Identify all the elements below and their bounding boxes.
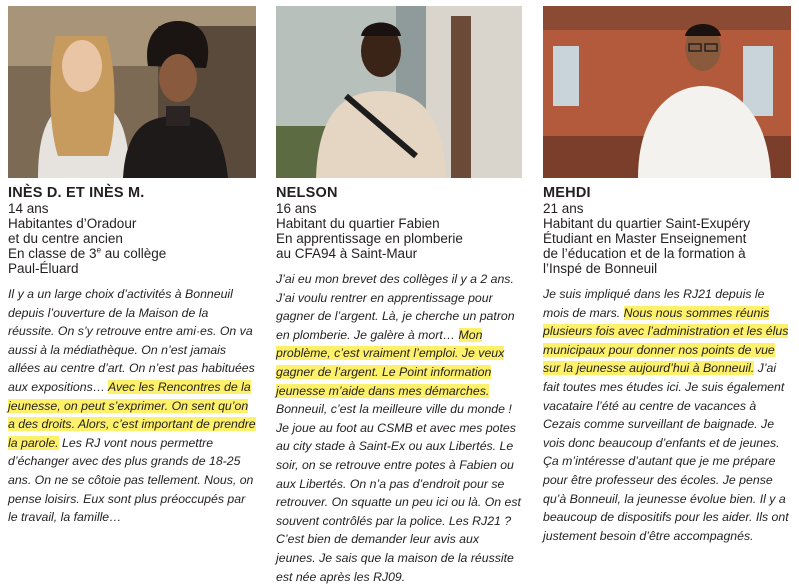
quote-segment: Les RJ vont nous permettre d’échanger avec des plus grands de 18-25 ans. On ne se côtoie pas tellement. Nous, on pense loisirs. Eux sont plus préoccupés par le travail, la famille… [8, 435, 254, 525]
profile-name: NELSON [276, 185, 338, 201]
quote-segment: Il y a un large choix d’activités à Bonneuil depuis l’ouverture de la Maison de la réussite. On s’y retrouve entre ami·es. On va aussi à la médiathèque. On n’est jamais allées au centre d’art. On n’est pas habituées aux expositions… [8, 287, 255, 394]
portrait-photo-two-girls [8, 6, 256, 178]
description-text: au collège Paul-Éluard [8, 246, 167, 276]
profile-name: INÈS D. ET INÈS M. [8, 185, 145, 201]
quote-segment: Je suis impliqué dans les RJ21 depuis le mois de mars. [543, 287, 765, 320]
profile-age: 14 ans [8, 201, 49, 216]
profile-age: 21 ans [543, 201, 584, 216]
profile-quote [8, 285, 256, 527]
quote-segment: J’ai eu mon brevet des collèges il y a 2 ans. J’ai voulu rentrer en apprentissage pour gagner de l’argent. Là, je cherche un patron en plomberie. Je galère à mort… [276, 272, 515, 342]
profile-quote [543, 285, 791, 545]
quote-segment: Bonneuil, c’est la meilleure ville du monde ! Je joue au foot au CSMB et avec mes potes au city stade à Saint-Ex ou aux Libertés. Le soir, on se retrouve entre potes à Fabien ou aux Libertés. On n’a pas d’endroit pour se retrouver. On squatte un peu ici ou là. On est souvent contrôlés par la police. Les RJ21 ? C’est bien de demander leur avis aux jeunes. Je sais que la maison de la réussite est née après les RJ09. [276, 402, 521, 584]
profile-description [8, 216, 256, 276]
quote-segment: J’ai fait toutes mes études ici. Je suis également vacataire l’été au centre de vacances à Cezais comme surveillant de baignade. Je vois donc beaucoup d’enfants et de jeunes. Ça m’intéresse d’autant que je me prépare pour être professeur des écoles. Je pense qu’à Bonneuil, la jeunesse évolue bien. Il y a beaucoup de dispositifs pour les aider. Ils ont justement besoin d’être accompagnés. [543, 361, 789, 543]
description-text: Habitantes d’Oradour et du centre ancien En classe de 3 [8, 216, 137, 261]
photo-illustration [276, 6, 522, 178]
profile-age: 16 ans [276, 201, 317, 216]
profile-description: Habitant du quartier Saint-Exupéry Étudiant en Master Enseignement de l’éducation et de la formation à l’Inspé de Bonneuil [543, 216, 751, 276]
quote-highlight: Avec les Rencontres de la jeunesse, on peut s’exprimer. On sent qu’on a des droits. Alors, c’est important de prendre la parole. [8, 379, 256, 450]
photo-illustration [543, 6, 791, 178]
portrait-photo-young-man-glasses [543, 6, 791, 178]
profile-description: Habitant du quartier Fabien En apprentissage en plomberie au CFA94 à Saint-Maur [276, 216, 463, 261]
quote-highlight: Nous nous sommes réunis plusieurs fois avec l’administration et les élus municipaux pour donner nos points de vue sur la jeunesse aujourd’hui à Bonneuil. [543, 305, 789, 376]
profile-card-nelson [276, 6, 522, 586]
description-superscript: e [96, 245, 102, 255]
profile-quote [276, 270, 522, 586]
profile-name: MEHDI [543, 185, 591, 201]
profile-card-ines [8, 6, 256, 527]
quote-highlight: Mon problème, c’est vraiment l’emploi. Je veux gagner de l’argent. Le Point information jeunesse m’aide dans mes démarches. [276, 327, 505, 398]
profile-card-mehdi [543, 6, 791, 545]
portrait-photo-young-man-hoodie [276, 6, 522, 178]
photo-illustration [8, 6, 256, 178]
